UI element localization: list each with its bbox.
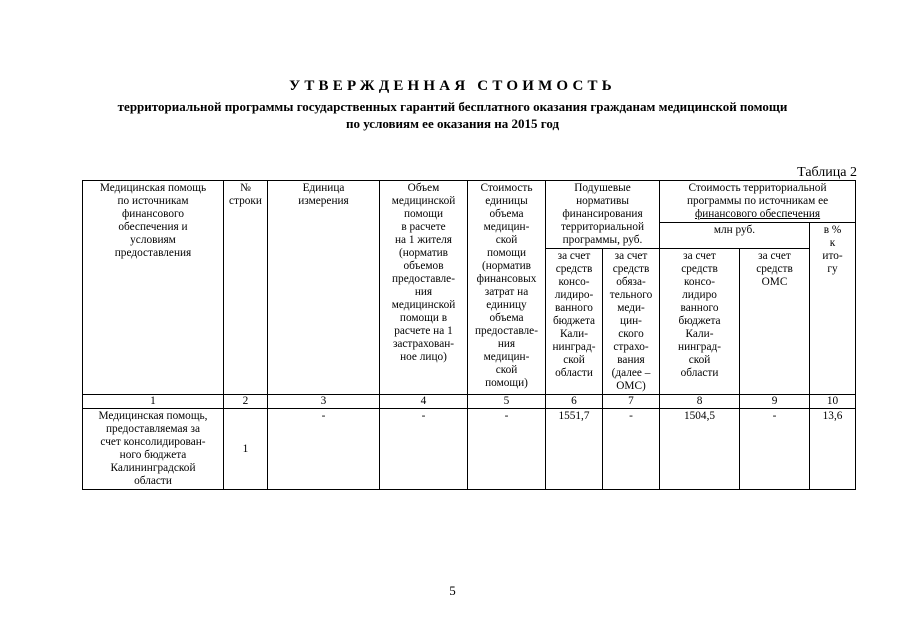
header-mln-rub: млн руб. — [660, 223, 810, 249]
row-unit: - — [268, 409, 380, 490]
row-label: Медицинская помощь, предоставляемая за счет консолидирован- ного бюджета Калининградской области — [83, 409, 224, 490]
row-budget-mln: 1504,5 — [660, 409, 740, 490]
row-oms-percapita: - — [603, 409, 660, 490]
table-row — [83, 409, 856, 490]
header-program-cost-group — [660, 181, 856, 223]
column-number: 6 — [546, 395, 603, 409]
header-per-capita-group: Подушевые нормативы финансирования территориальной программы, руб. — [546, 181, 660, 249]
header-medical-care: Медицинская помощь по источникам финансового обеспечения и условиям предоставления — [83, 181, 224, 395]
header-unit-cost: Стоимость единицы объема медицин- ской помощи (норматив финансовых затрат на единицу объема предоставле- ния медицин- ской помощи) — [468, 181, 546, 395]
cost-table — [82, 180, 856, 490]
document-subtitle-line2: по условиям ее оказания на 2015 год — [345, 116, 560, 131]
row-volume: - — [380, 409, 468, 490]
document-title: УТВЕРЖДЕННАЯ СТОИМОСТЬ — [289, 78, 616, 94]
header-program-cost-text: Стоимость территориальной программы по источникам ее — [686, 182, 829, 207]
column-number: 10 — [810, 395, 856, 409]
header-row-number: № строки — [224, 181, 268, 395]
row-oms-mln: - — [740, 409, 810, 490]
header-volume: Объем медицинской помощи в расчете на 1 жителя (норматив объемов предоставле- ния медицинской помощи в расчете на 1 застрахован- ное лицо) — [380, 181, 468, 395]
page-number: 5 — [449, 583, 456, 598]
header-oms-mln: за счет средств ОМС — [740, 249, 810, 395]
column-number: 9 — [740, 395, 810, 409]
column-number: 2 — [224, 395, 268, 409]
column-number: 3 — [268, 395, 380, 409]
header-program-cost-text-2: финансового обеспечения — [694, 208, 821, 220]
header-oms-percapita: за счет средств обяза- тельного меди- цин- ского страхо- вания (далее – ОМС) — [603, 249, 660, 395]
header-percent: в % к ито- гу — [810, 223, 856, 395]
column-number: 8 — [660, 395, 740, 409]
row-unit-cost: - — [468, 409, 546, 490]
header-unit: Единица измерения — [268, 181, 380, 395]
row-percent: 13,6 — [810, 409, 856, 490]
header-budget-percapita: за счет средств консо- лидиро- ванного бюджета Кали- нинград- ской области — [546, 249, 603, 395]
column-number: 1 — [83, 395, 224, 409]
table-label: Таблица 2 — [797, 165, 857, 180]
row-number: 1 — [224, 409, 268, 490]
column-number: 7 — [603, 395, 660, 409]
header-budget-mln: за счет средств консо- лидиро ванного бюджета Кали- нинград- ской области — [660, 249, 740, 395]
row-budget-percapita: 1551,7 — [546, 409, 603, 490]
document-subtitle-line1: территориальной программы государственных гарантий бесплатного оказания гражданам медицинской помощи — [117, 99, 788, 114]
column-number: 5 — [468, 395, 546, 409]
column-number-row — [83, 395, 856, 409]
column-number: 4 — [380, 395, 468, 409]
